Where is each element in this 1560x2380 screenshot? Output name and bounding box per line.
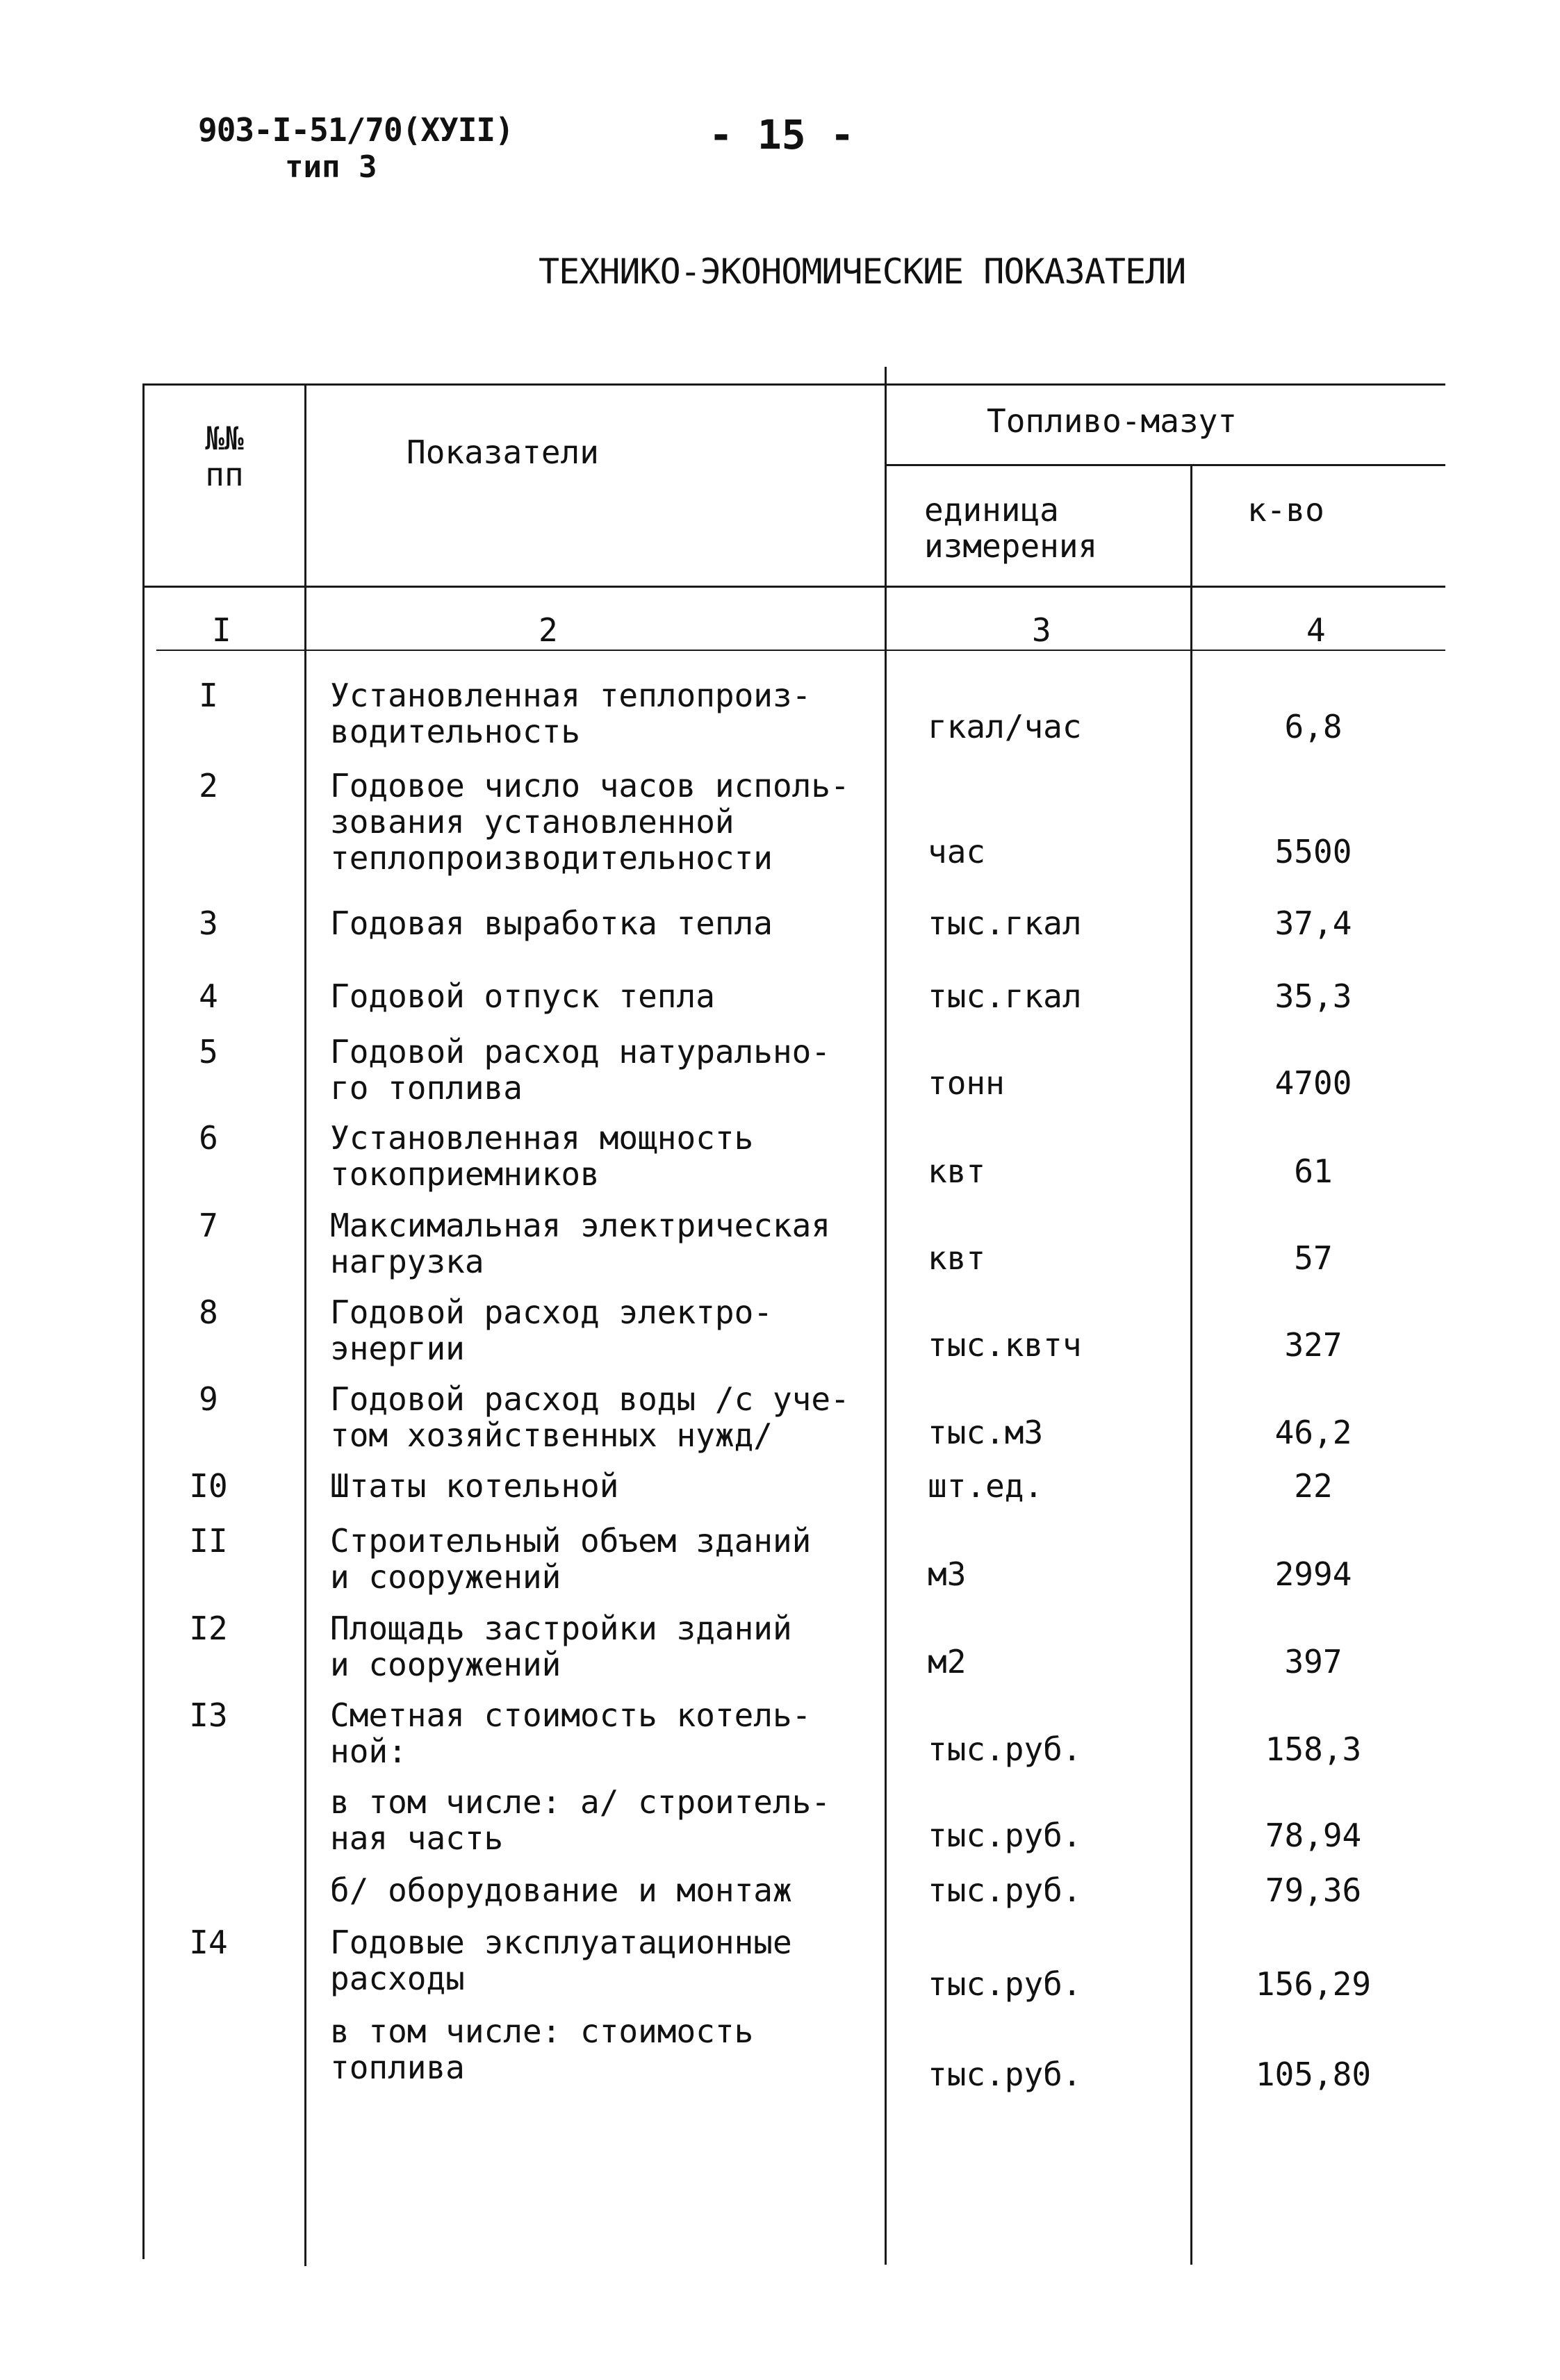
row-unit: тыс.руб. [928, 1871, 1082, 1909]
row-number: I4 [189, 1924, 228, 1961]
row-number: 8 [199, 1294, 218, 1331]
row-number: 7 [199, 1207, 218, 1244]
row-quantity: 105,80 [1255, 2056, 1372, 2093]
row-number: II [189, 1522, 228, 1560]
indicator-column-divider [885, 367, 887, 2265]
row-indicator: б/ оборудование и монтаж [330, 1871, 792, 1909]
row-unit: тонн [928, 1064, 1005, 1102]
row-indicator: в том числе: а/ строитель- ная часть [330, 1783, 831, 1857]
document-code: 903-I-51/70(XУII) [198, 111, 514, 149]
row-unit: шт.ед. [928, 1467, 1044, 1505]
row-quantity: 78,94 [1265, 1817, 1362, 1854]
row-quantity: 397 [1284, 1643, 1343, 1680]
row-quantity: 57 [1294, 1239, 1333, 1277]
row-number: 4 [199, 977, 218, 1015]
row-indicator: Годовое число часов исполь- зования установленной теплопроизводительности [330, 767, 850, 877]
row-indicator: Штаты котельной [330, 1467, 619, 1505]
row-quantity: 6,8 [1284, 708, 1343, 745]
left-border [142, 383, 145, 2259]
row-unit: тыс.руб. [928, 1730, 1082, 1768]
row-unit: квт [928, 1239, 986, 1277]
row-quantity: 61 [1294, 1152, 1333, 1190]
group-divider-line [885, 464, 1445, 466]
row-quantity: 156,29 [1255, 1965, 1372, 2003]
row-unit: квт [928, 1152, 986, 1190]
row-indicator: Годовой расход воды /с уче- том хозяйственных нужд/ [330, 1380, 850, 1454]
row-indicator: Строительный объем зданий и сооружений [330, 1522, 812, 1596]
unit-column-divider [1190, 464, 1192, 2265]
column-numbers-line [156, 650, 1445, 651]
row-number: I2 [189, 1610, 228, 1647]
row-unit: тыс.квтч [928, 1326, 1082, 1364]
row-indicator: Установленная мощность токоприемников [330, 1119, 754, 1193]
row-indicator: в том числе: стоимость топлива [330, 2013, 754, 2086]
row-quantity: 37,4 [1274, 904, 1352, 942]
page-title: ТЕХНИКО-ЭКОНОМИЧЕСКИЕ ПОКАЗАТЕЛИ [539, 251, 1186, 292]
header-fuel-group: Топливо-мазут [987, 402, 1238, 440]
row-quantity: 22 [1294, 1467, 1333, 1505]
row-unit: тыс.руб. [928, 1965, 1082, 2003]
row-quantity: 158,3 [1265, 1730, 1362, 1768]
row-unit: тыс.гкал [928, 904, 1082, 942]
row-number: 5 [199, 1033, 218, 1071]
row-quantity: 79,36 [1265, 1871, 1362, 1909]
row-quantity: 327 [1284, 1326, 1343, 1364]
row-number: I3 [189, 1696, 228, 1734]
row-unit: тыс.м3 [928, 1414, 1044, 1451]
document-type: тип 3 [285, 149, 377, 185]
row-indicator: Годовая выработка тепла [330, 904, 773, 942]
row-quantity: 2994 [1274, 1555, 1352, 1593]
header-quantity: к-во [1247, 491, 1324, 529]
header-indicator: Показатели [407, 433, 599, 471]
row-indicator: Годовой расход электро- энергии [330, 1294, 773, 1367]
row-indicator: Площадь застройки зданий и сооружений [330, 1610, 792, 1683]
row-unit: гкал/час [928, 708, 1082, 745]
row-indicator: Годовой расход натурально- го топлива [330, 1033, 831, 1107]
header-unit: единица измерения [924, 491, 1098, 565]
row-unit: тыс.руб. [928, 1817, 1082, 1854]
row-indicator: Годовые эксплуатационные расходы [330, 1924, 792, 1997]
page-number: - 15 - [709, 111, 855, 158]
row-number: 3 [199, 904, 218, 942]
table-top-border [142, 383, 1445, 386]
row-quantity: 5500 [1274, 833, 1352, 870]
row-number: 6 [199, 1119, 218, 1157]
column-number-2: 2 [539, 611, 558, 649]
row-unit: тыс.гкал [928, 977, 1082, 1015]
row-unit: м2 [928, 1643, 967, 1680]
row-quantity: 46,2 [1274, 1414, 1352, 1451]
row-number: I0 [189, 1467, 228, 1505]
row-indicator: Установленная теплопроиз- водительность [330, 677, 812, 750]
row-unit: тыс.руб. [928, 2056, 1082, 2093]
row-indicator: Сметная стоимость котель- ной: [330, 1696, 812, 1770]
row-unit: час [928, 833, 986, 870]
row-indicator: Максимальная электрическая нагрузка [330, 1207, 831, 1280]
number-column-divider [304, 383, 306, 2266]
column-number-3: 3 [1032, 611, 1051, 649]
column-number-1: I [212, 611, 231, 649]
row-quantity: 35,3 [1274, 977, 1352, 1015]
row-number: I [199, 677, 218, 714]
row-indicator: Годовой отпуск тепла [330, 977, 715, 1015]
row-number: 9 [199, 1380, 218, 1418]
column-number-4: 4 [1306, 611, 1326, 649]
header-bottom-line [142, 586, 1445, 588]
row-number: 2 [199, 767, 218, 804]
row-quantity: 4700 [1274, 1064, 1352, 1102]
header-number: №№ пп [205, 420, 244, 493]
row-unit: м3 [928, 1555, 967, 1593]
